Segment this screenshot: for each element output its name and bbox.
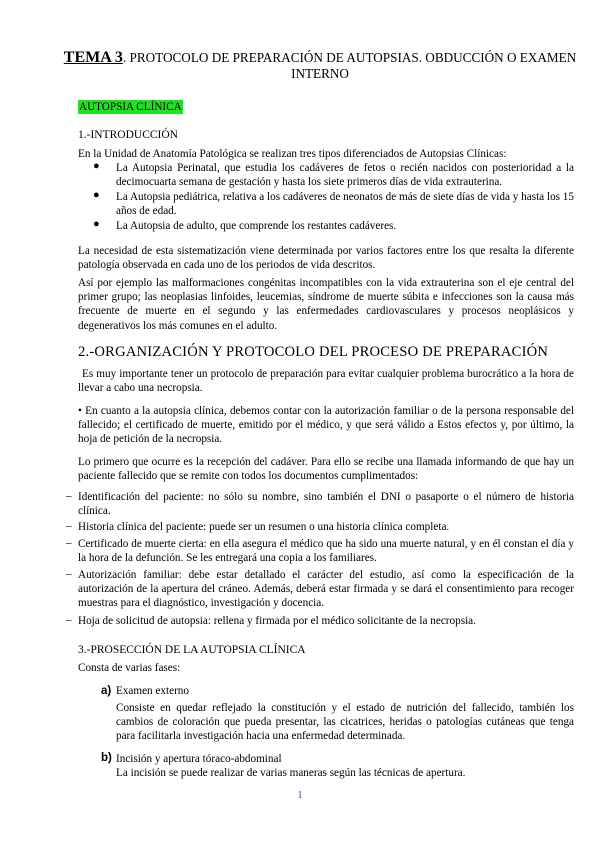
section-highlight: AUTOPSIA CLÍNICA	[79, 101, 182, 113]
paragraph: Consta de varias fases:	[78, 662, 181, 674]
bullet-icon: ●	[93, 218, 100, 230]
dash-icon: –	[66, 614, 72, 626]
dash-icon: –	[66, 537, 72, 549]
paragraph: La incisión se puede realizar de varias maneras según las técnicas de apertura.	[116, 767, 466, 779]
list-item: Certificado de muerte cierta: en ella asegura el médico que ha sido una muerte natural, y en él constan el día y la hora de la defunción. Se les entregará una copia a los familiares.	[78, 538, 574, 565]
list-label: a)	[101, 685, 112, 697]
paragraph: La necesidad de esta sistematización viene determinada por varios factores entre los que resalta la diferente patología observada en cada uno de los periodos de vida descritos.	[78, 245, 574, 272]
heading-introduccion: 1.-INTRODUCCIÓN	[78, 129, 178, 141]
intro-paragraph: En la Unidad de Anatomía Patológica se realizan tres tipos diferenciados de Autopsias Clínicas:	[78, 148, 507, 160]
document-title	[40, 50, 600, 82]
heading-organizacion: 2.-ORGANIZACIÓN Y PROTOCOLO DEL PROCESO DE PREPARACIÓN	[78, 344, 549, 360]
list-item: Hoja de solicitud de autopsia: rellena y firmada por el médico solicitante de la necropsia.	[78, 615, 476, 627]
dash-icon: –	[66, 568, 72, 580]
list-item: La Autopsia pediátrica, relativa a los cadáveres de neonatos de más de siete días de vida y hasta los 15 años de edad.	[116, 191, 574, 218]
paragraph: • En cuanto a la autopsia clínica, debemos contar con la autorización familiar o de la persona responsable del fallecido; el certificado de muerte, emitido por el médico, y que será válido a Estos efectos y, por último, la hoja de petición de la necropsia.	[78, 405, 574, 446]
paragraph: Así por ejemplo las malformaciones congénitas incompatibles con la vida extrauterina son el eje central del primer grupo; las neoplasias linfoides, leucemias, síndrome de muerte súbita e infecciones son la causa más frecuente de muerte en el segundo y las enfermedades cardiovasculares y procesos neoplásicos y degenerativos los más comunes en el adulto.	[78, 277, 574, 332]
title-text: . PROTOCOLO DE PREPARACIÓN DE AUTOPSIAS. OBDUCCIÓN O EXAMEN	[122, 50, 577, 65]
paragraph: Es muy importante tener un protocolo de preparación para evitar cualquier problema burocrático a la hora de llevar a cabo una necropsia.	[78, 368, 574, 395]
bullet-icon: ●	[93, 160, 100, 172]
list-item: La Autopsia Perinatal, que estudia los cadáveres de fetos o recién nacidos con posterioridad a la decimocuarta semana de gestación y hasta los siete primeros días de vida extrauterina.	[116, 162, 574, 189]
heading-proseccion: 3.-PROSECCIÓN DE LA AUTOPSIA CLÍNICA	[78, 644, 306, 656]
paragraph: Consiste en quedar reflejado la constitución y el estado de nutrición del fallecido, también los cambios de coloración que pueda presentar, las cicatrices, heridas o patologías cutáneas que tenga para facilitarla investigación hacia una enfermedad determinada.	[116, 702, 574, 743]
title-tema: TEMA 3	[63, 49, 123, 66]
dash-icon: –	[66, 520, 72, 532]
list-label: b)	[101, 752, 112, 764]
subheading: Incisión y apertura tóraco-abdominal	[116, 753, 282, 765]
list-item: Identificación del paciente: no sólo su nombre, sino también el DNI o pasaporte o el número de historia clínica.	[78, 491, 574, 518]
list-item: Historia clínica del paciente: puede ser un resumen o una historia clínica completa.	[78, 521, 450, 533]
dash-icon: –	[66, 490, 72, 502]
title-line2: INTERNO	[291, 66, 349, 81]
list-item: La Autopsia de adulto, que comprende los restantes cadáveres.	[116, 220, 397, 232]
page-number: 1	[297, 789, 303, 801]
bullet-icon: ●	[93, 189, 100, 201]
subheading: Examen externo	[116, 685, 189, 697]
paragraph: Lo primero que ocurre es la recepción del cadáver. Para ello se recibe una llamada informando de que hay un paciente fallecido que se remite con todos los documentos cumplimentados:	[78, 456, 574, 483]
list-item: Autorización familiar: debe estar detallado el carácter del estudio, así como la especificación de la autorización de la apertura del cráneo. Además, deberá estar firmada y se dará el consentimiento para recoger muestras para el diagnóstico, investigación y docencia.	[78, 569, 574, 610]
